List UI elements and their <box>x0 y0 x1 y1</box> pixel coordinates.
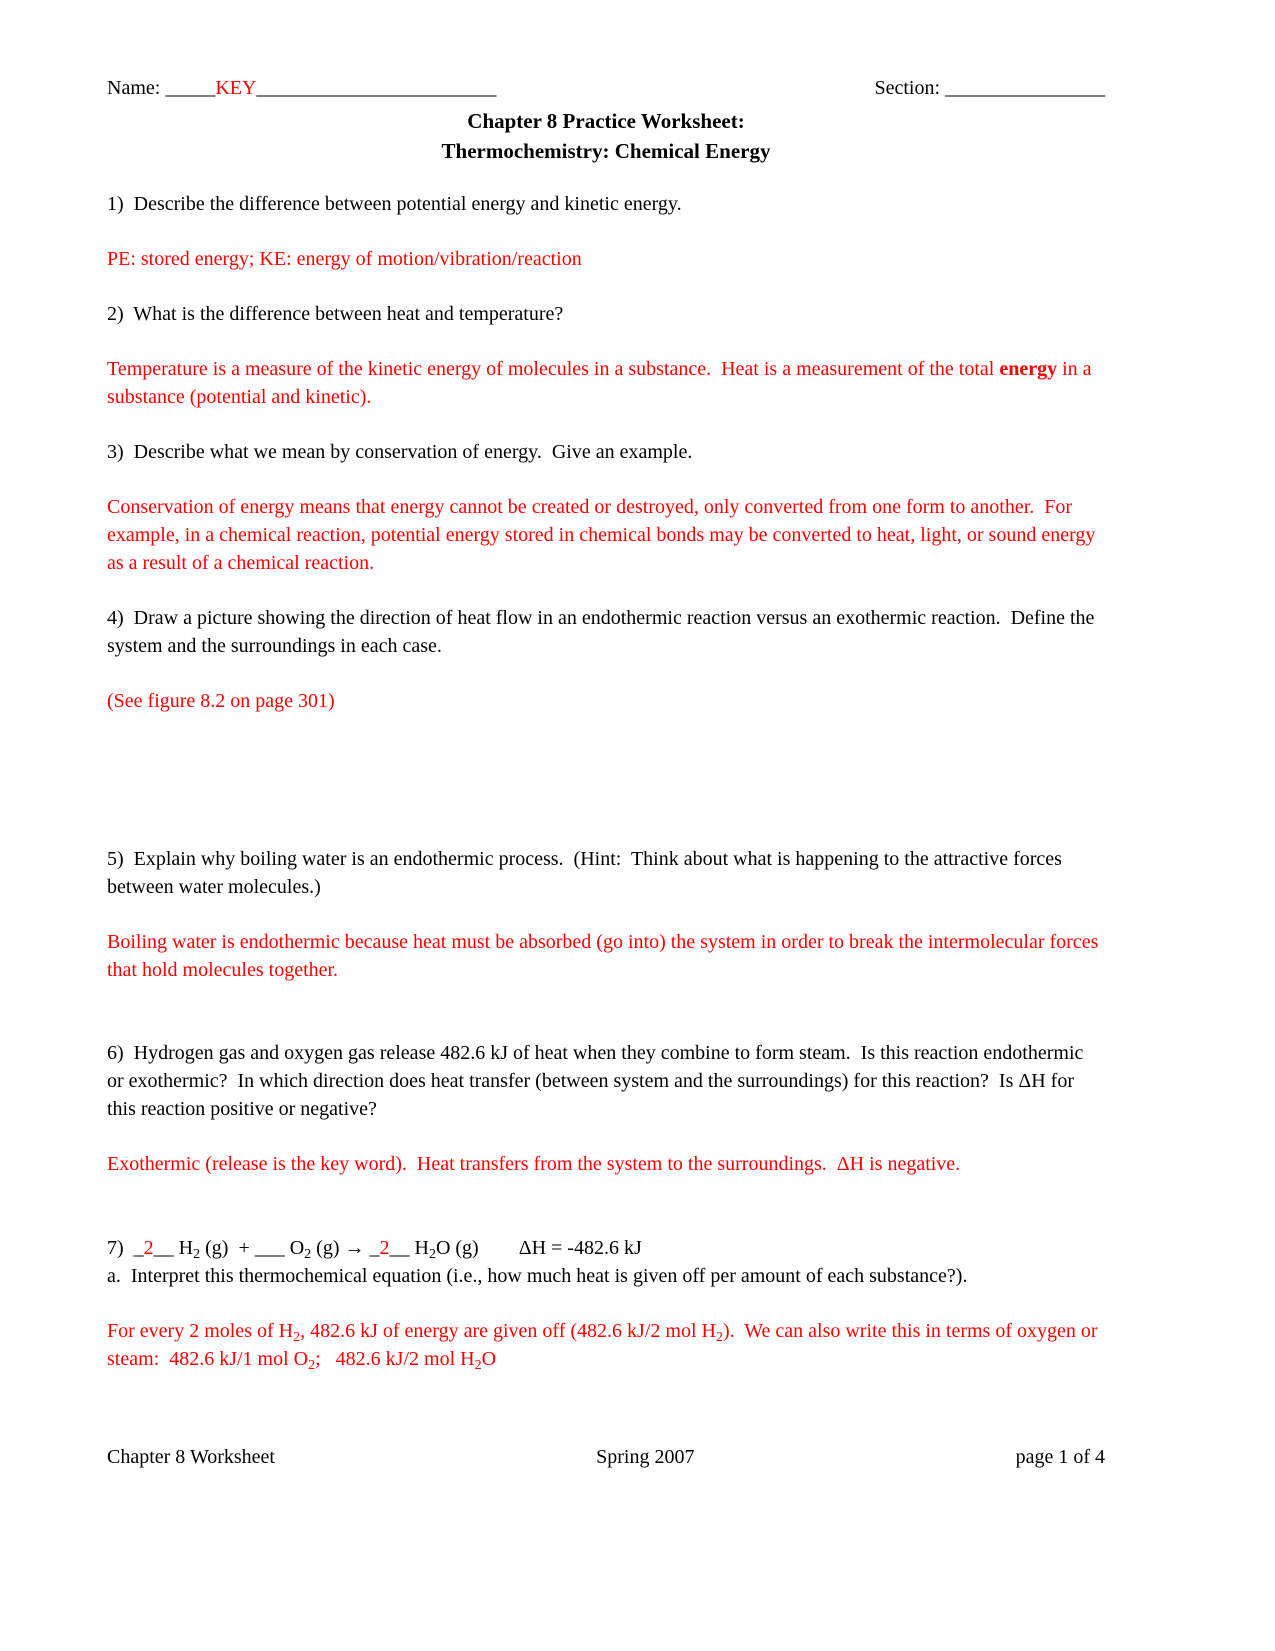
question-7-equation: 7) _2__ H2 (g) + ___ O2 (g) → _2__ H2O (g) ΔH = -482.6 kJ <box>107 1237 642 1262</box>
question-5: 5) Explain why boiling water is an endothermic process. (Hint: Think about what is happening to the attractive forces between water molecules.) <box>107 848 1067 898</box>
answer-7: For every 2 moles of H2, 482.6 kJ of energy are given off (482.6 kJ/2 mol H2). We can also write this in terms of oxygen or steam: 482.6 kJ/1 mol O2; 482.6 kJ/2 mol H2O <box>107 1320 1103 1373</box>
page-footer <box>107 1443 1105 1471</box>
worksheet-title <box>107 106 1105 166</box>
answer-6: Exothermic (release is the key word). Heat transfers from the system to the surroundings. ΔH is negative. <box>107 1153 961 1175</box>
question-4: 4) Draw a picture showing the direction of heat flow in an endothermic reaction versus an exothermic reaction. Define the system and the surroundings in each case. <box>107 607 1100 657</box>
header-row <box>107 74 1105 102</box>
question-2: 2) What is the difference between heat and temperature? <box>107 303 564 325</box>
title-line-2: Thermochemistry: Chemical Energy <box>441 139 771 163</box>
answer-4: (See figure 8.2 on page 301) <box>107 690 335 712</box>
question-3: 3) Describe what we mean by conservation of energy. Give an example. <box>107 441 693 463</box>
answer-2: Temperature is a measure of the kinetic energy of molecules in a substance. Heat is a measurement of the total energy in a substance (potential and kinetic). <box>107 358 1097 408</box>
title-line-1: Chapter 8 Practice Worksheet: <box>467 109 745 133</box>
name-field: Name: _____KEY________________________ <box>107 77 497 99</box>
answer-3: Conservation of energy means that energy cannot be created or destroyed, only converted from one form to another. For example, in a chemical reaction, potential energy stored in chemical bonds may be converted to heat, light, or sound energy as a result of a chemical reaction. <box>107 496 1101 574</box>
answer-1: PE: stored energy; KE: energy of motion/vibration/reaction <box>107 248 582 270</box>
question-7a: a. Interpret this thermochemical equation (i.e., how much heat is given off per amount of each substance?). <box>107 1265 968 1287</box>
footer-page-number: page 1 of 4 <box>1015 1446 1105 1468</box>
footer-term: Spring 2007 <box>596 1446 695 1468</box>
question-6: 6) Hydrogen gas and oxygen gas release 482.6 kJ of heat when they combine to form steam. Is this reaction endothermic or exothermic? In which direction does heat transfer (between system and the surroundings) for this reaction? Is ΔH for this reaction positive or negative? <box>107 1042 1089 1120</box>
footer-document-name: Chapter 8 Worksheet <box>107 1446 275 1468</box>
answer-5: Boiling water is endothermic because heat must be absorbed (go into) the system in order to break the intermolecular forces that hold molecules together. <box>107 931 1104 981</box>
section-field: Section: ________________ <box>874 77 1105 99</box>
question-1: 1) Describe the difference between potential energy and kinetic energy. <box>107 193 682 215</box>
